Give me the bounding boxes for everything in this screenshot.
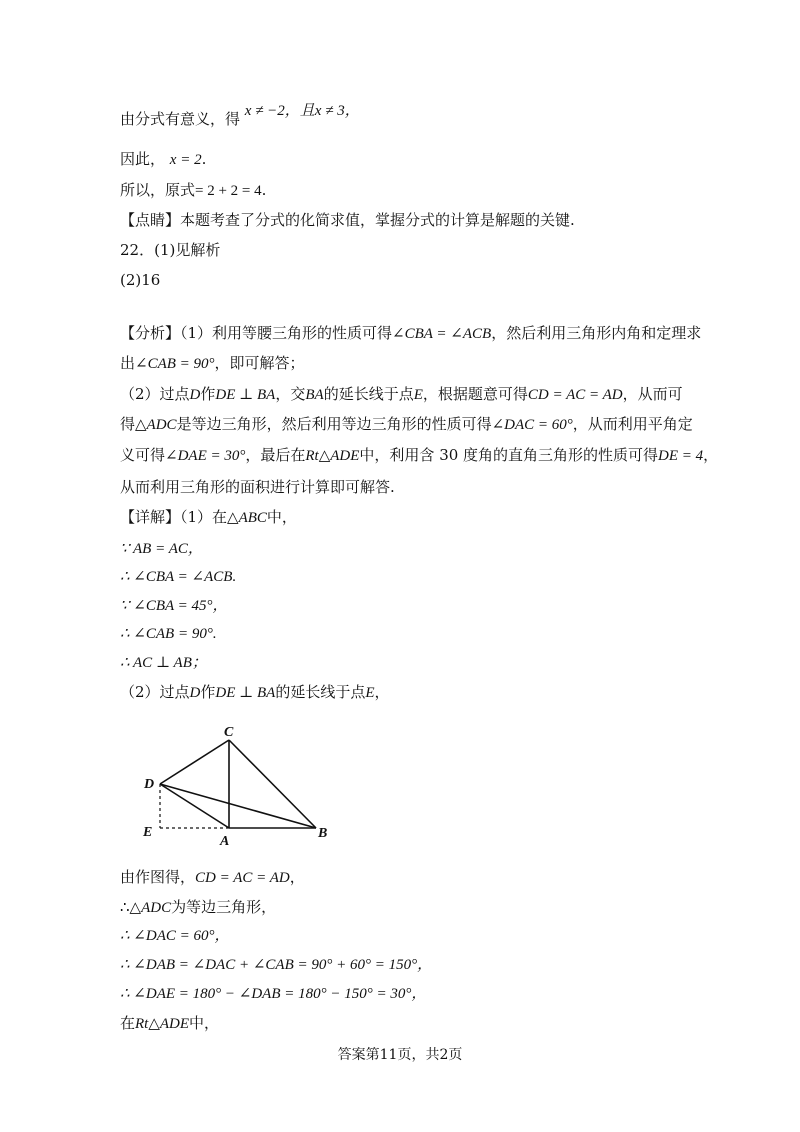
text: 【详解】（1）在	[120, 508, 228, 526]
line-result	[120, 179, 266, 202]
proof-line-5: ∴ ∠DAE = 180° − ∠DAB = 180° − 150° = 30°，	[120, 986, 427, 1002]
text: 中，利用含 30 度角的直角三角形的性质可得	[359, 446, 659, 464]
detail-line-1	[120, 506, 297, 529]
line-answer-1: 22．(1)见解析	[120, 241, 221, 259]
math-x-value: x = 2	[169, 152, 202, 168]
line-answer-2: (2)16	[120, 271, 161, 289]
segment-cd	[160, 740, 229, 784]
label-a: A	[220, 834, 230, 849]
proof-line-6	[120, 1012, 219, 1035]
analysis-line-3	[120, 383, 683, 406]
text: 的延长线于点	[275, 683, 366, 701]
math: D	[189, 685, 201, 701]
detail-line-2: ∵ AB = AC，	[120, 541, 203, 557]
text: 的延长线于点	[323, 385, 414, 403]
label-b: B	[318, 826, 328, 841]
text: ∴	[120, 898, 130, 916]
math: ∠CAB = 90°	[135, 356, 215, 372]
math: △ADC	[129, 900, 172, 916]
segment-cb	[229, 740, 316, 828]
proof-line-3: ∴ ∠DAC = 60°，	[120, 928, 230, 944]
text: 义可得	[120, 446, 166, 464]
text: （2）过点	[120, 683, 190, 701]
math: ∠DAE = 30°	[165, 448, 246, 464]
detail-line-3: ∴ ∠CBA = ∠ACB.	[120, 569, 237, 585]
text: 中，	[266, 508, 297, 526]
text: 【分析】（1）利用等腰三角形的性质可得	[120, 324, 393, 342]
segment-da	[160, 784, 229, 828]
math: DE = 4	[658, 448, 704, 464]
math: ∠CBA = ∠ACB	[392, 326, 492, 342]
text: ，从而利用平角定	[572, 415, 693, 433]
text: 在	[120, 1014, 136, 1032]
text: .	[261, 181, 267, 199]
math: ∠DAC = 60°	[491, 417, 573, 433]
proof-line-2	[120, 896, 276, 919]
text: 作	[200, 683, 216, 701]
math: E	[413, 387, 423, 403]
line-comment: 【点睛】本题考查了分式的化简求值，掌握分式的计算是解题的关键.	[120, 211, 575, 229]
proof-line-1	[120, 866, 305, 889]
math: CD = AC = AD	[195, 870, 290, 886]
page-footer: 答案第11页，共2页	[337, 1047, 463, 1063]
analysis-line-5	[120, 444, 718, 467]
label-d: D	[144, 777, 155, 792]
detail-line-5: ∴ ∠CAB = 90°.	[120, 626, 217, 642]
text: .	[201, 150, 207, 168]
math: △ABC	[227, 510, 267, 526]
text: ，交	[275, 385, 306, 403]
text: （2）过点	[120, 385, 190, 403]
line-domain-condition	[120, 103, 360, 131]
text: ，根据题意可得	[422, 385, 528, 403]
math-result: = 2 + 2 = 4	[195, 183, 262, 199]
analysis-line-4	[120, 413, 693, 436]
math: Rt△ADE	[305, 448, 360, 464]
text: ，	[289, 868, 305, 886]
proof-line-4: ∴ ∠DAB = ∠DAC + ∠CAB = 90° + 60° = 150°，	[120, 957, 433, 973]
text: 是等边三角形，然后利用等边三角形的性质可得	[176, 415, 492, 433]
analysis-line-6: 从而利用三角形的面积进行计算即可解答.	[120, 478, 395, 496]
text: 中，	[189, 1014, 220, 1032]
text: 得	[120, 415, 136, 433]
label-e: E	[143, 825, 153, 840]
math: DE ⊥ BA	[215, 685, 276, 701]
text: ，从而可	[622, 385, 683, 403]
analysis-line-2	[120, 352, 305, 375]
math: CD = AC = AD	[527, 387, 623, 403]
detail-line-6: ∴ AC ⊥ AB；	[120, 655, 207, 671]
math: △ADC	[135, 417, 177, 433]
line-therefore-x	[120, 148, 206, 171]
text: 所以，原式	[120, 181, 196, 199]
math: E	[365, 685, 375, 701]
text: ，	[374, 683, 390, 701]
text: ，	[703, 446, 719, 464]
text: 由作图得，	[120, 868, 196, 886]
math: DE ⊥ BA	[215, 387, 276, 403]
analysis-line-1	[120, 322, 701, 345]
segment-db	[160, 784, 316, 828]
text: ，最后在	[245, 446, 306, 464]
text: 由分式有意义，得	[120, 110, 241, 128]
text: 作	[200, 385, 216, 403]
math-condition: x ≠ −2，且x ≠ 3，	[244, 103, 360, 119]
text: ，即可解答；	[214, 354, 305, 372]
math: BA	[305, 387, 324, 403]
text: 出	[120, 354, 136, 372]
math: D	[189, 387, 201, 403]
detail-line-4: ∵ ∠CBA = 45°，	[120, 598, 228, 614]
text: 因此，	[120, 150, 166, 168]
detail-line-7	[120, 681, 390, 704]
math: Rt△ADE	[135, 1016, 190, 1032]
label-c: C	[224, 725, 234, 740]
text: 为等边三角形，	[171, 898, 277, 916]
text: ，然后利用三角形内角和定理求	[491, 324, 702, 342]
